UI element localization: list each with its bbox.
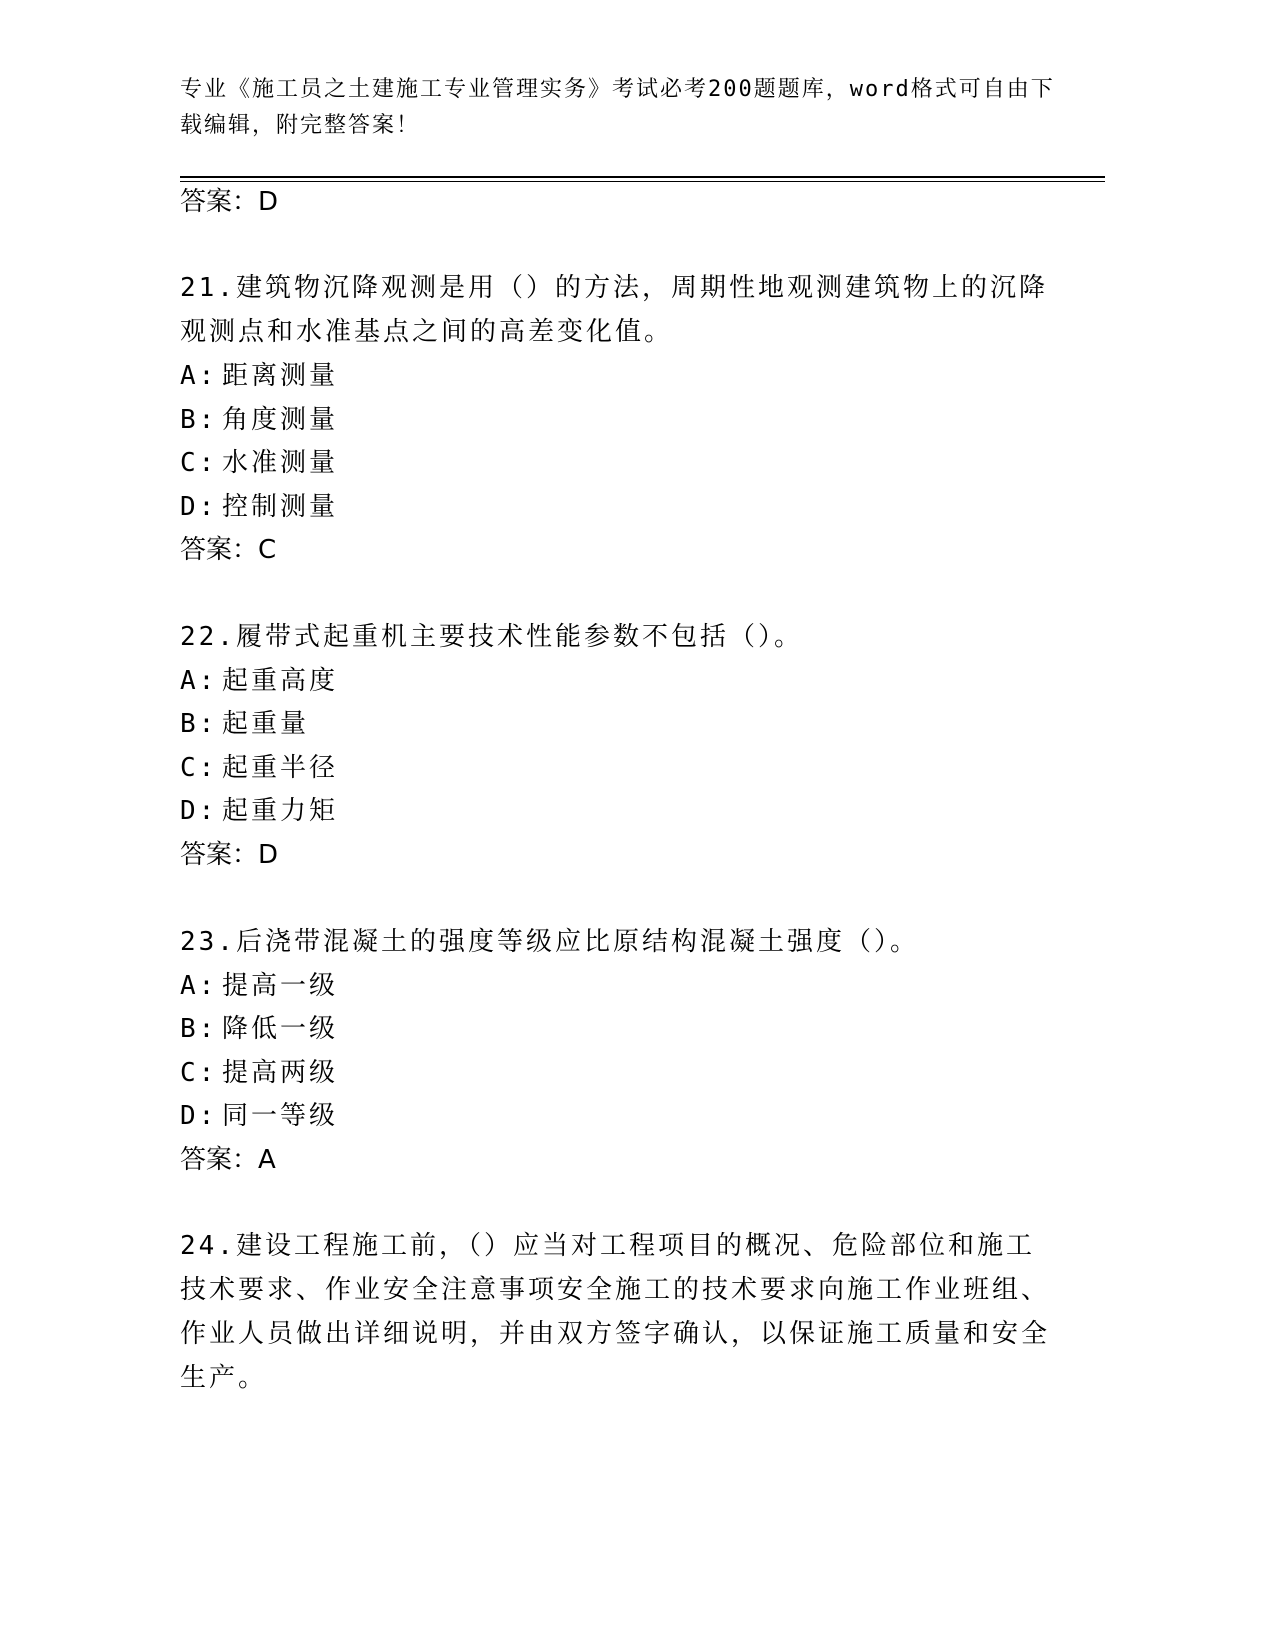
question-22-option-a	[180, 661, 338, 701]
option-label: A:	[180, 361, 218, 391]
option-text: 提高两级	[222, 1058, 339, 1088]
option-text: 起重高度	[222, 666, 339, 696]
question-22-answer: 答案：D	[180, 840, 279, 870]
question-22-option-b	[180, 704, 309, 744]
option-label: C:	[180, 753, 218, 783]
question-23-option-b	[180, 1009, 338, 1049]
question-23-option-d	[180, 1096, 338, 1136]
question-22-stem: 22.履带式起重机主要技术性能参数不包括（）。	[180, 622, 803, 652]
question-21-option-b	[180, 400, 338, 440]
header-divider-thick	[180, 176, 1105, 178]
question-23-option-a	[180, 966, 338, 1006]
question-22-option-c	[180, 748, 338, 788]
option-text: 控制测量	[222, 492, 339, 522]
option-text: 水准测量	[222, 448, 339, 478]
question-23-answer: 答案：A	[180, 1145, 276, 1175]
option-text: 同一等级	[222, 1101, 339, 1131]
question-24-stem: 24.建设工程施工前，（）应当对工程项目的概况、危险部位和施工技术要求、作业安全注意事项安全施工的技术要求向施工作业班组、作业人员做出详细说明，并由双方签字确认，以保证施工质量和安全生产。	[180, 1231, 1051, 1393]
option-label: B:	[180, 405, 218, 435]
page-header: 专业《施工员之土建施工专业管理实务》考试必考200题题库，word格式可自由下载编辑，附完整答案！	[180, 77, 1055, 138]
option-text: 降低一级	[222, 1014, 339, 1044]
option-text: 起重半径	[222, 753, 339, 783]
option-text: 提高一级	[222, 971, 339, 1001]
option-label: B:	[180, 1014, 218, 1044]
header-divider-thin	[180, 181, 1105, 182]
option-label: B:	[180, 709, 218, 739]
option-text: 起重力矩	[222, 796, 339, 826]
option-label: A:	[180, 666, 218, 696]
option-label: C:	[180, 1058, 218, 1088]
option-text: 角度测量	[222, 405, 339, 435]
option-label: D:	[180, 796, 218, 826]
option-label: A:	[180, 971, 218, 1001]
option-text: 距离测量	[222, 361, 339, 391]
question-23-option-c	[180, 1053, 338, 1093]
question-21-answer: 答案：C	[180, 535, 277, 565]
option-label: D:	[180, 1101, 218, 1131]
option-label: C:	[180, 448, 218, 478]
answer-previous: 答案：D	[180, 187, 279, 217]
option-text: 起重量	[222, 709, 310, 739]
question-21-option-c	[180, 443, 338, 483]
question-22-option-d	[180, 791, 338, 831]
question-21-option-d	[180, 487, 338, 527]
question-21-option-a	[180, 356, 338, 396]
option-label: D:	[180, 492, 218, 522]
question-21-stem: 21.建筑物沉降观测是用（）的方法，周期性地观测建筑物上的沉降观测点和水准基点之间的高差变化值。	[180, 273, 1048, 347]
question-23-stem: 23.后浇带混凝土的强度等级应比原结构混凝土强度（）。	[180, 927, 919, 957]
